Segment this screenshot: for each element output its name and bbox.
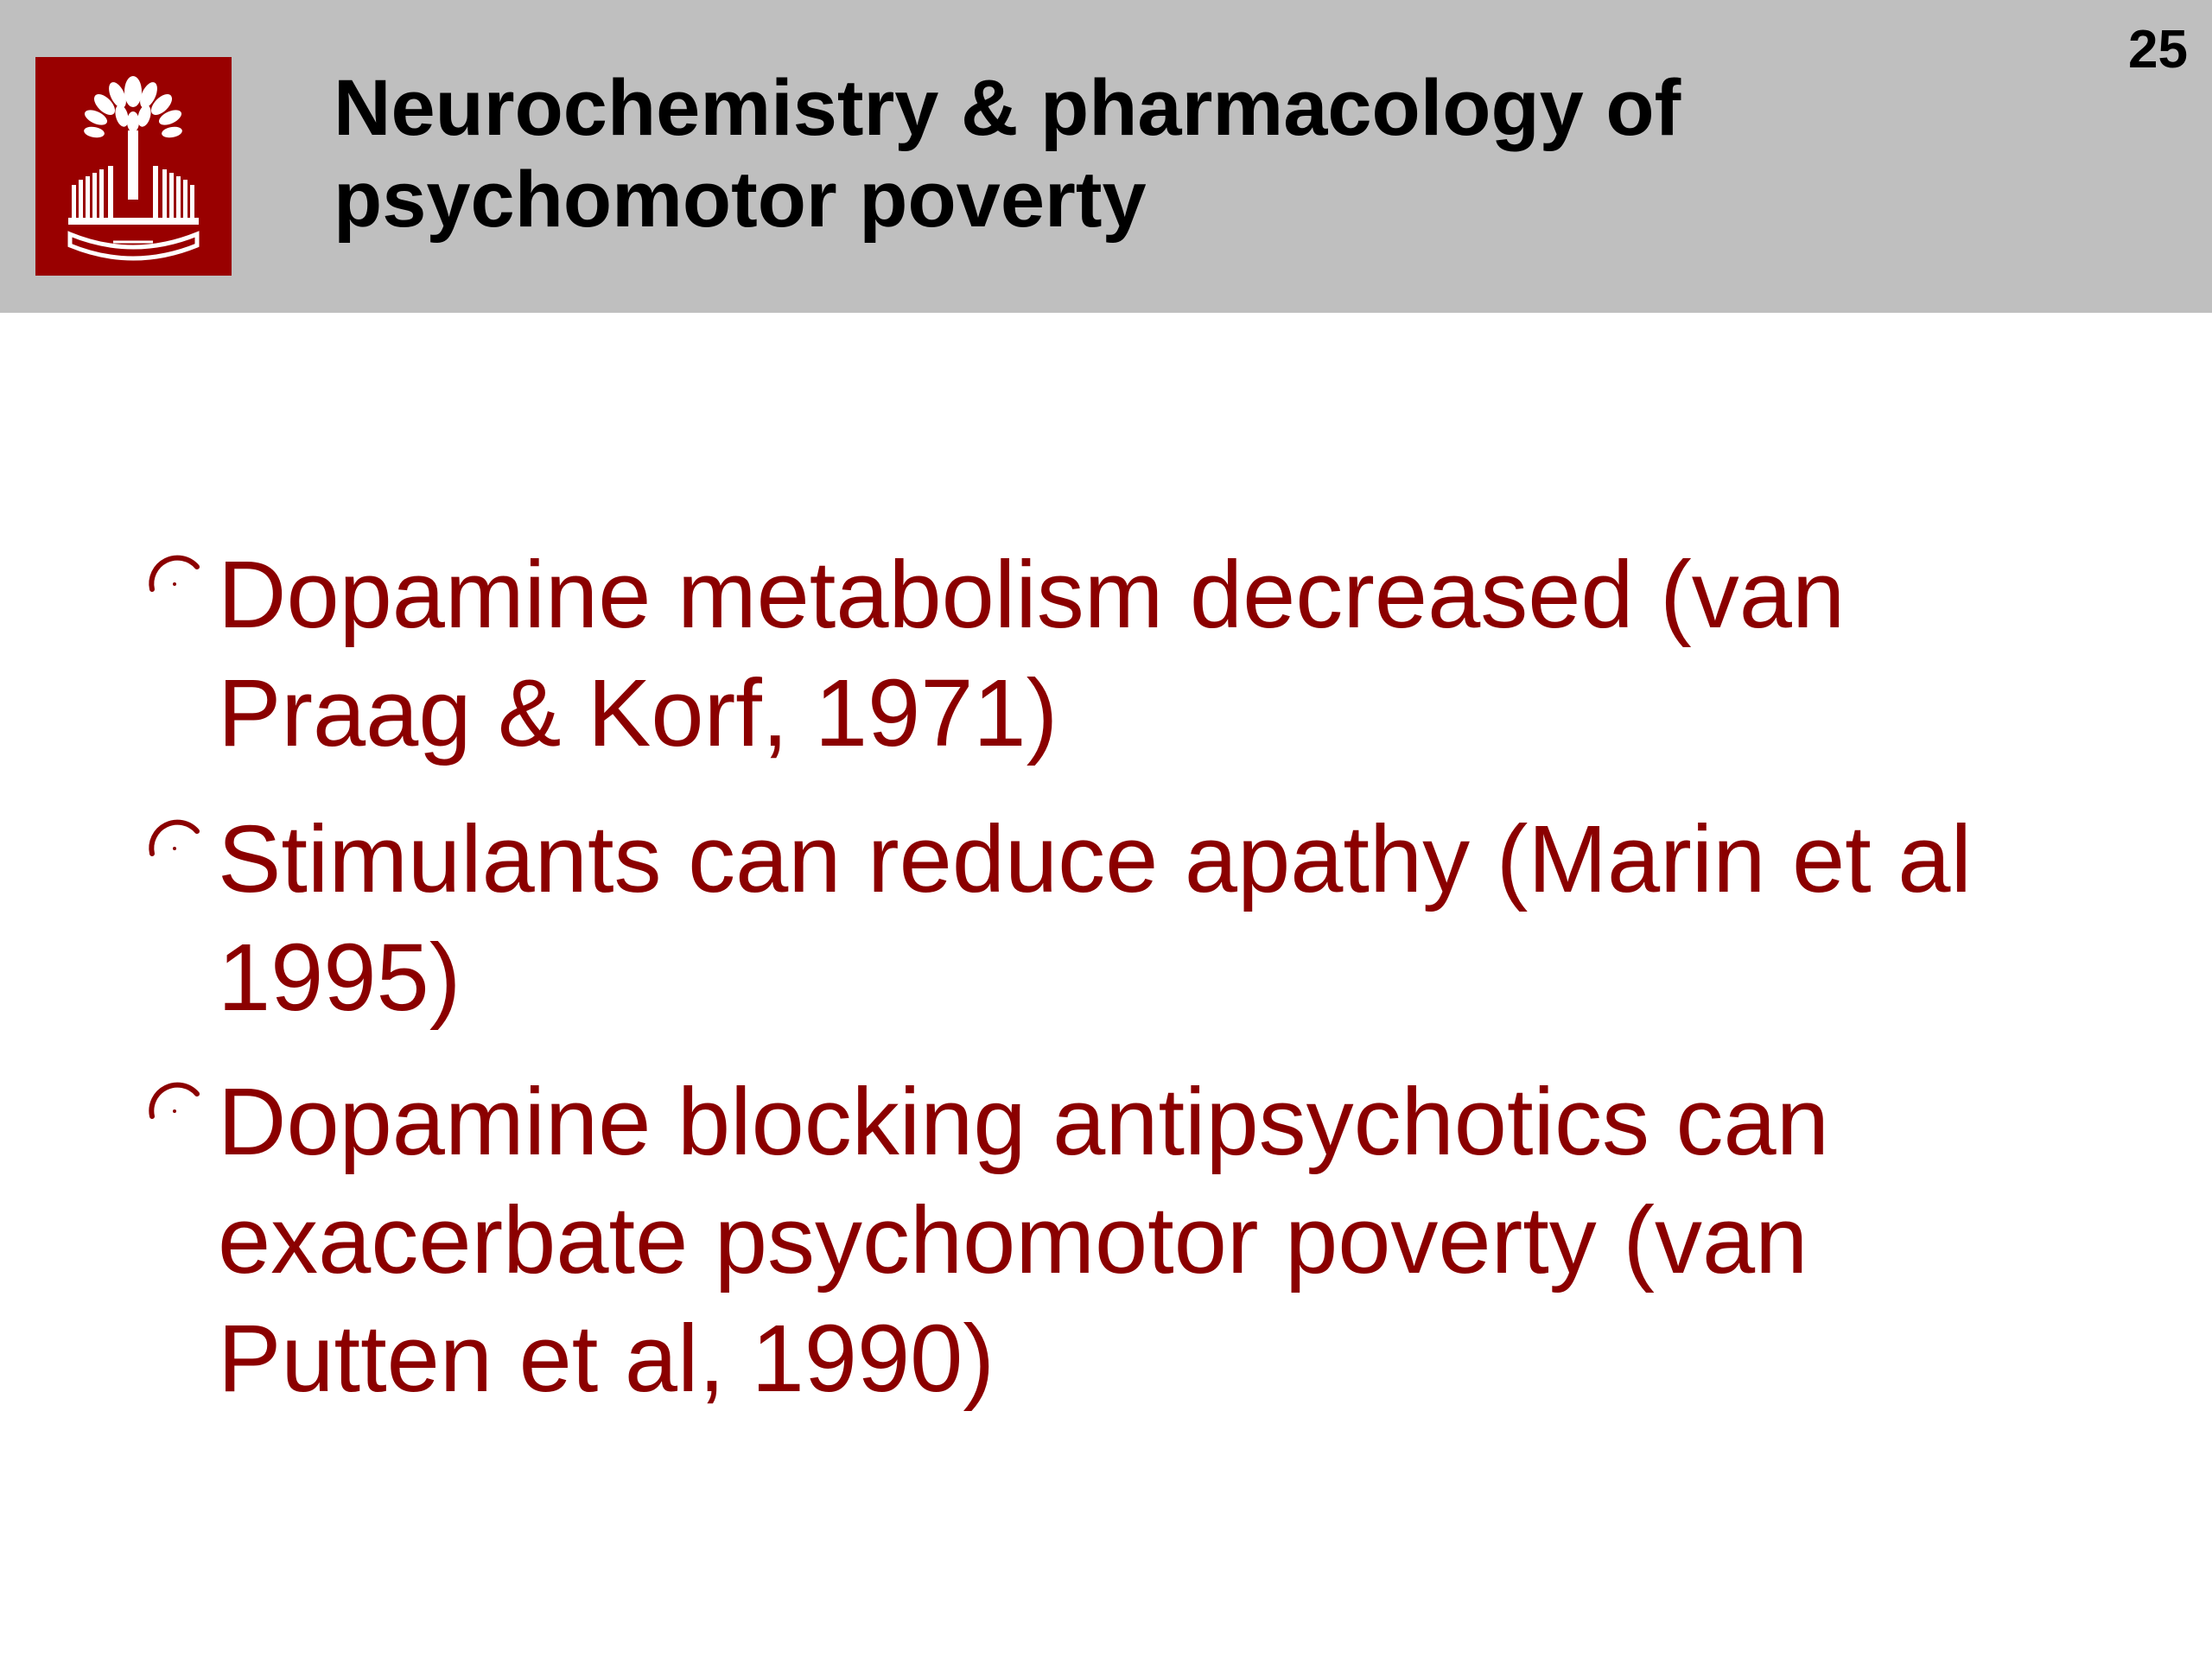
list-item (0, 1063, 2212, 1418)
list-item (0, 536, 2212, 772)
slide-number: 25 (2128, 20, 2188, 79)
curved-arc-bullet-icon (140, 809, 209, 878)
bullet-list (0, 536, 2212, 1446)
slide-title: Neurochemistry & pharmacology of psychomotor poverty (334, 64, 1681, 244)
bullet-text: Dopamine metabolism decreased (van Praag & Korf, 1971) (218, 542, 1846, 766)
curved-arc-bullet-icon (140, 544, 209, 613)
bullet-text: Stimulants can reduce apathy (Marin et al 1995) (218, 806, 1972, 1031)
palmetto-tree-seal-icon (35, 57, 232, 276)
curved-arc-bullet-icon (140, 1071, 209, 1141)
list-item (0, 800, 2212, 1037)
bullet-text: Dopamine blocking antipsychotics can exacerbate psychomotor poverty (van Putten et al, 1990) (218, 1069, 1829, 1412)
